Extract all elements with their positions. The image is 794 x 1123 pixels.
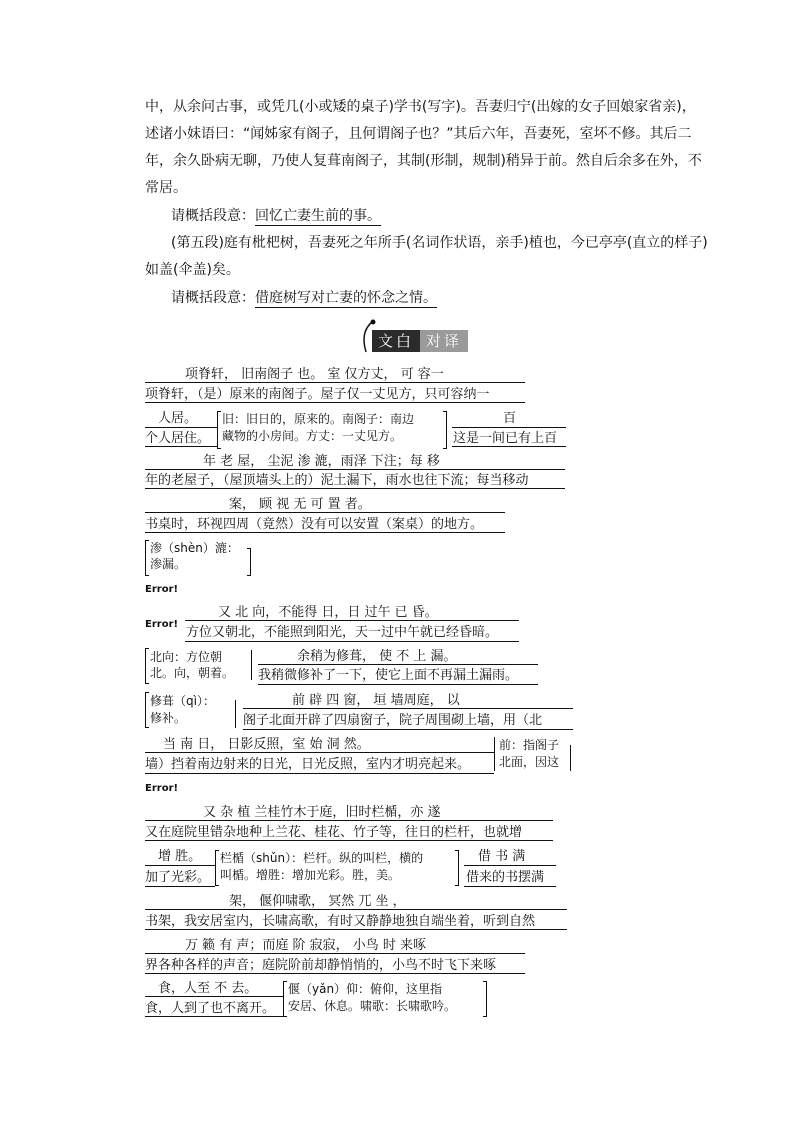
source-line: 余稍为修葺， 使 不 上 漏。 [297,649,457,664]
source-line: 增 胜。 [158,849,202,864]
paragraph-line: 如盖(伞盖)矣。 [145,262,240,278]
source-line: 前 辟 四 窗， 垣 墙周庭， 以 [292,693,460,708]
badge-part-1: 文白 [372,330,420,352]
translation-line: 书架，我安居室内，长啸高歌，有时又静静地独自端坐着，听到自然 [145,914,536,929]
translation-line: 界各种各样的声音；庭院阶前却静悄悄的，小鸟不时飞下来啄 [145,958,497,973]
paragraph-line: 常居。 [145,180,187,196]
paragraph-line: 述诸小妹语曰：“闻姊家有阁子，且何谓阁子也？”其后六年，吾妻死，室坏不修。其后二 [145,126,692,142]
source-line: 当 南 日， 日影反照，室 始 洞 然。 [163,737,370,752]
note-line: 叫楯。增胜：增加光彩。胜，美。 [220,868,401,882]
source-line: 食，人至 不 去。 [158,981,258,996]
translation-line: 我稍微修补了一下，使它上面不再漏土漏雨。 [258,668,519,683]
translation-line: 又在庭院里错杂地种上兰花、桂花、竹子等，往日的栏杆，也就增 [145,825,523,840]
source-line: 案， 顾 视 无 可 置 者。 [229,497,371,512]
note-line: 修葺（qì）： [150,694,215,708]
translation-line: 年的老屋子，（屋顶墙头上的）泥土漏下，雨水也往下流；每当移动 [145,473,529,488]
section-badge [372,330,468,352]
note-line: 栏楯（shǔn）：栏杆。纵的叫栏，横的 [220,851,424,865]
source-line: 借 书 满 [478,849,526,864]
question-1 [171,207,381,225]
error-marker: Error! [145,584,179,595]
paragraph-line: (第五段)庭有枇杷树，吾妻死之年所手(名词作状语，亲手)植也，今已亭亭(直立的样子) [171,235,708,251]
note-line: 前：指阁子 [499,738,560,752]
badge-part-2: 对译 [420,330,468,352]
note-line: 安居、休息。啸歌：长啸歌吟。 [288,999,457,1013]
note-line: 北。向，朝着。 [150,666,235,680]
source-line: 架， 偃仰啸歌， 冥然 兀 坐 ， [229,894,406,909]
translation-line: 项脊轩，（是）原来的南阁子。屋子仅一丈见方，只可容纳一 [145,387,490,402]
question-2 [171,289,437,307]
translation-line: 个人居住。 [145,431,211,446]
translation-line: 这是一间已有上百 [453,431,558,446]
answer-text: 回忆亡妻生前的事。 [255,208,381,224]
note-line: 北向：方位朝 [150,650,223,664]
translation-line: 方位又朝北，不能照到阳光，天一过中午就已经昏暗。 [186,625,499,640]
note-line: 藏物的小房间。方丈：一丈见方。 [222,429,403,443]
translation-line: 加了光彩。 [145,870,211,885]
question-label: 请概括段意： [171,208,255,224]
question-label: 请概括段意： [171,290,255,306]
note-line: 修补。 [150,711,187,725]
translation-line: 书桌时，环视四周（竟然）没有可以安置（案桌）的地方。 [145,517,484,532]
source-line: 又 杂 植 兰桂竹木于庭，旧时栏楯，亦 遂 [203,805,441,820]
source-line: 项脊轩， 旧南阁子 也。 室 仅方丈， 可 容一 [185,367,444,382]
translation-line: 墙）挡着南边射来的日光，日光反照，室内才明亮起来。 [145,757,471,772]
note-line: 北面，因这 [499,755,560,769]
note-line: 渗漏。 [150,557,187,571]
source-line: 万 籁 有 声；而庭 阶 寂寂， 小鸟 时 来啄 [185,938,427,953]
source-line: 百 [503,411,517,426]
source-line: 人居。 [158,411,198,426]
error-marker: Error! [145,783,179,794]
translation-line: 食，人到了也不离开。 [145,1001,276,1016]
source-line: 年 老 屋， 尘泥 渗 漉，雨泽 下注；每 移 [203,454,440,469]
paragraph-line: 年，余久卧病无聊，乃使人复葺南阁子，其制(形制，规制)稍异于前。然自后余多在外，不 [145,153,702,169]
note-line: 渗（shèn）漉： [150,541,239,555]
answer-text: 借庭树写对亡妻的怀念之情。 [255,290,437,306]
translation-line: 借来的书摆满 [466,870,545,885]
error-marker: Error! [145,619,179,630]
note-line: 偃（yǎn）仰：俯仰，这里指 [288,982,443,996]
note-line: 旧：旧日的，原来的。南阁子：南边 [222,412,415,426]
translation-line: 阁子北面开辟了四扇窗子，院子周围砌上墙，用（北 [243,713,543,728]
paragraph-line: 中，从余问古事，或凭几(小或矮的桌子)学书(写字)。吾妻归宁(出嫁的女子回娘家省亲)， [145,99,696,115]
source-line: 又 北 向，不能得 日，日 过午 已 昏。 [218,605,438,620]
